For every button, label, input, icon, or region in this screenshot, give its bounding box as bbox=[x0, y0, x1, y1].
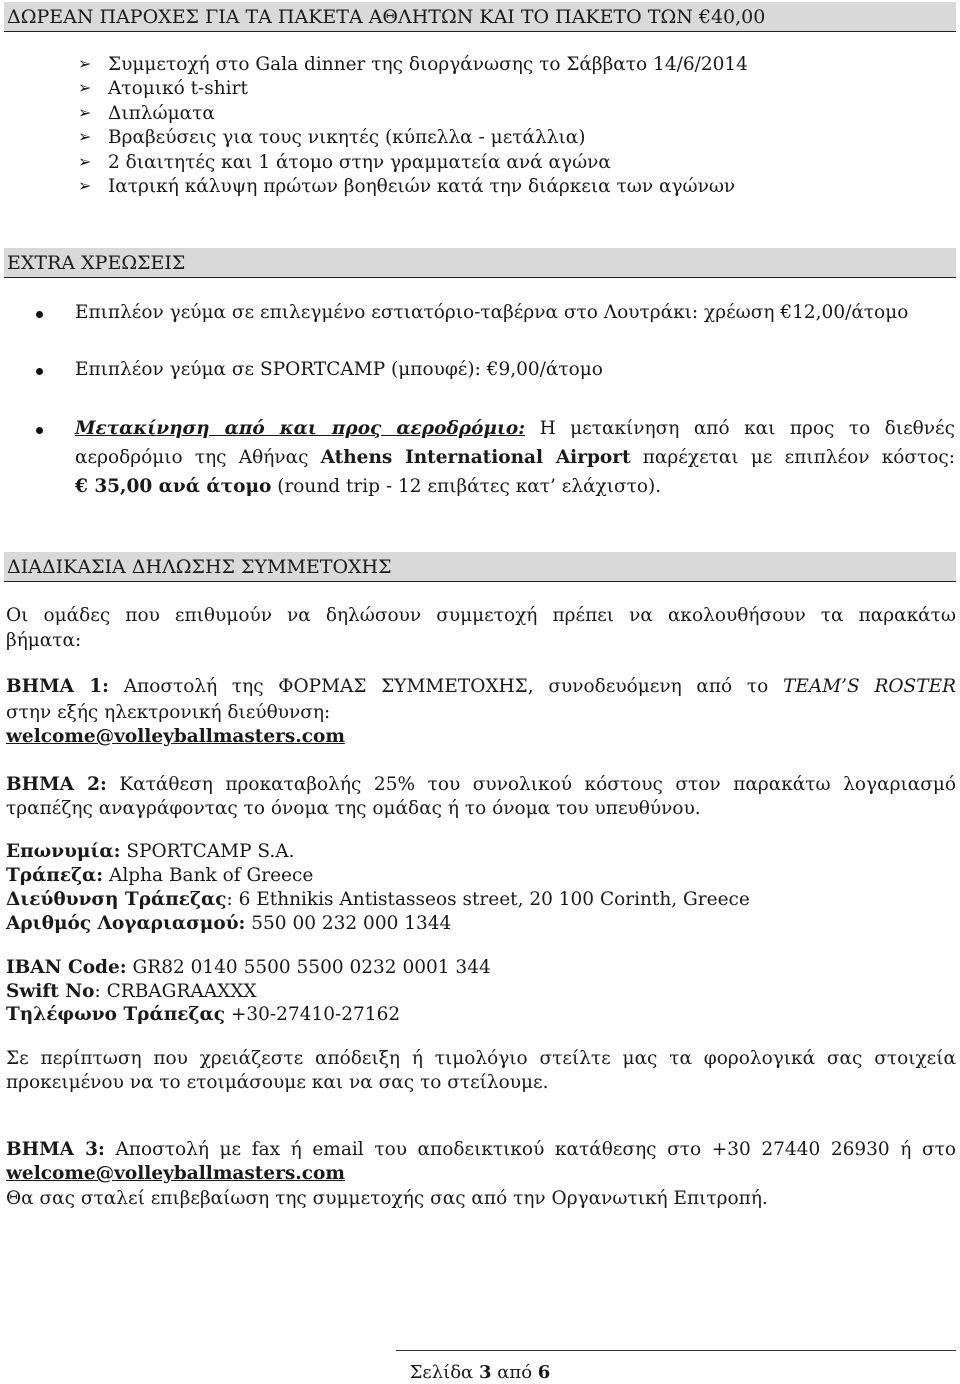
list-item: ➢ Συμμετοχή στο Gala dinner της διοργάνωσης το Σάββατο 14/6/2014 bbox=[78, 54, 748, 75]
page-footer: Σελίδα 3 από 6 bbox=[409, 1362, 551, 1383]
arrow-bullet-icon: ➢ bbox=[78, 78, 92, 97]
airport-transfer-line: Μετακίνηση από και προς αεροδρόμιο: Η μετακίνηση από και προς το διεθνές bbox=[75, 418, 955, 439]
step1-text: ΒΗΜΑ 1: Αποστολή της ΦΟΡΜΑΣ ΣΥΜΜΕΤΟΧΗΣ, συνοδευόμενη από το TEAM’S ROSTER bbox=[6, 676, 957, 697]
step3-email-link[interactable]: welcome@volleyballmasters.com bbox=[6, 1163, 345, 1184]
bank-swift: Swift No: CRBAGRAAXXX bbox=[6, 981, 257, 1002]
bullet-dot-icon bbox=[36, 427, 43, 434]
list-item: ➢ 2 διαιτητές και 1 άτομο στην γραμματεία ανά αγώνα bbox=[78, 152, 611, 173]
step3-text: Θα σας σταλεί επιβεβαίωση της συμμετοχής σας από την Οργανωτική Επιτροπή. bbox=[6, 1188, 768, 1209]
step1-email-link[interactable]: welcome@volleyballmasters.com bbox=[6, 726, 345, 747]
step2-text: τραπέζης αναγράφοντας το όνομα της ομάδας ή το όνομα του υπευθύνου. bbox=[6, 798, 701, 819]
bank-phone: Τηλέφωνο Τράπεζας +30-27410-27162 bbox=[6, 1004, 401, 1025]
footer-divider bbox=[396, 1350, 956, 1351]
arrow-bullet-icon: ➢ bbox=[78, 176, 92, 195]
bank-address: Διεύθυνση Τράπεζας: 6 Ethnikis Antistasseos street, 20 100 Corinth, Greece bbox=[6, 889, 750, 910]
list-item: ➢ Βραβεύσεις για τους νικητές (κύπελλα - μετάλλια) bbox=[78, 127, 586, 148]
step2-text: ΒΗΜΑ 2: Κατάθεση προκαταβολής 25% του συνολικού κόστους στον παρακάτω λογαριασμό bbox=[6, 774, 957, 795]
list-item: ➢ Διπλώματα bbox=[78, 103, 215, 124]
bullet-dot-icon bbox=[36, 368, 43, 375]
bank-iban: IBAN Code: GR82 0140 5500 5500 0232 0001 344 bbox=[6, 957, 491, 978]
extra-charge-item: Επιπλέον γεύμα σε SPORTCAMP (μπουφέ): €9,00/άτομο bbox=[75, 359, 603, 380]
bank-account-number: Αριθμός Λογαριασμού: 550 00 232 000 1344 bbox=[6, 913, 452, 934]
extra-charge-item: Επιπλέον γεύμα σε επιλεγμένο εστιατόριο-ταβέρνα στο Λουτράκι: χρέωση €12,00/άτομο bbox=[75, 302, 909, 323]
arrow-bullet-icon: ➢ bbox=[78, 54, 92, 73]
bank-name: Τράπεζα: Alpha Bank of Greece bbox=[6, 865, 314, 886]
bank-company-name: Επωνυμία: SPORTCAMP S.A. bbox=[6, 841, 295, 862]
arrow-bullet-icon: ➢ bbox=[78, 152, 92, 171]
intro-text: βήματα: bbox=[6, 630, 82, 651]
list-item: ➢ Ιατρική κάλυψη πρώτων βοηθειών κατά την διάρκεια των αγώνων bbox=[78, 176, 736, 197]
step1-text: στην εξής ηλεκτρονική διεύθυνση: bbox=[6, 702, 331, 723]
receipt-text: Σε περίπτωση που χρειάζεστε απόδειξη ή τιμολόγιο στείλτε μας τα φορολογικά σας στοιχεία bbox=[6, 1048, 956, 1069]
section-heading-registration: ΔΙΑΔΙΚΑΣΙΑ ΔΗΛΩΣΗΣ ΣΥΜΜΕΤΟΧΗΣ bbox=[4, 552, 956, 582]
section-heading-free-provisions: ΔΩΡΕΑΝ ΠΑΡΟΧΕΣ ΓΙΑ ΤΑ ΠΑΚΕΤΑ ΑΘΛΗΤΩΝ ΚΑΙ ΤΟ ΠΑΚΕΤΟ ΤΩΝ €40,00 bbox=[4, 2, 956, 32]
receipt-text: προκειμένου να το ετοιμάσουμε και να σας το στείλουμε. bbox=[6, 1072, 549, 1093]
arrow-bullet-icon: ➢ bbox=[78, 127, 92, 146]
section-heading-extra-charges: EXTRA ΧΡΕΩΣΕΙΣ bbox=[4, 248, 956, 278]
intro-text: Οι ομάδες που επιθυμούν να δηλώσουν συμμετοχή πρέπει να ακολουθήσουν τα παρακάτω bbox=[6, 605, 956, 626]
airport-transfer-line: € 35,00 ανά άτομο (round trip - 12 επιβάτες κατ’ ελάχιστο). bbox=[75, 476, 662, 497]
arrow-bullet-icon: ➢ bbox=[78, 103, 92, 122]
bullet-dot-icon bbox=[36, 311, 43, 318]
airport-transfer-line: αεροδρόμιο της Αθήνας Athens International Airport παρέχεται με επιπλέον κόστος: bbox=[75, 447, 956, 468]
step3-text: ΒΗΜΑ 3: Αποστολή με fax ή email του αποδεικτικού κατάθεσης στο +30 27440 26930 ή στο bbox=[6, 1139, 957, 1160]
list-item: ➢ Ατομικό t-shirt bbox=[78, 78, 248, 99]
